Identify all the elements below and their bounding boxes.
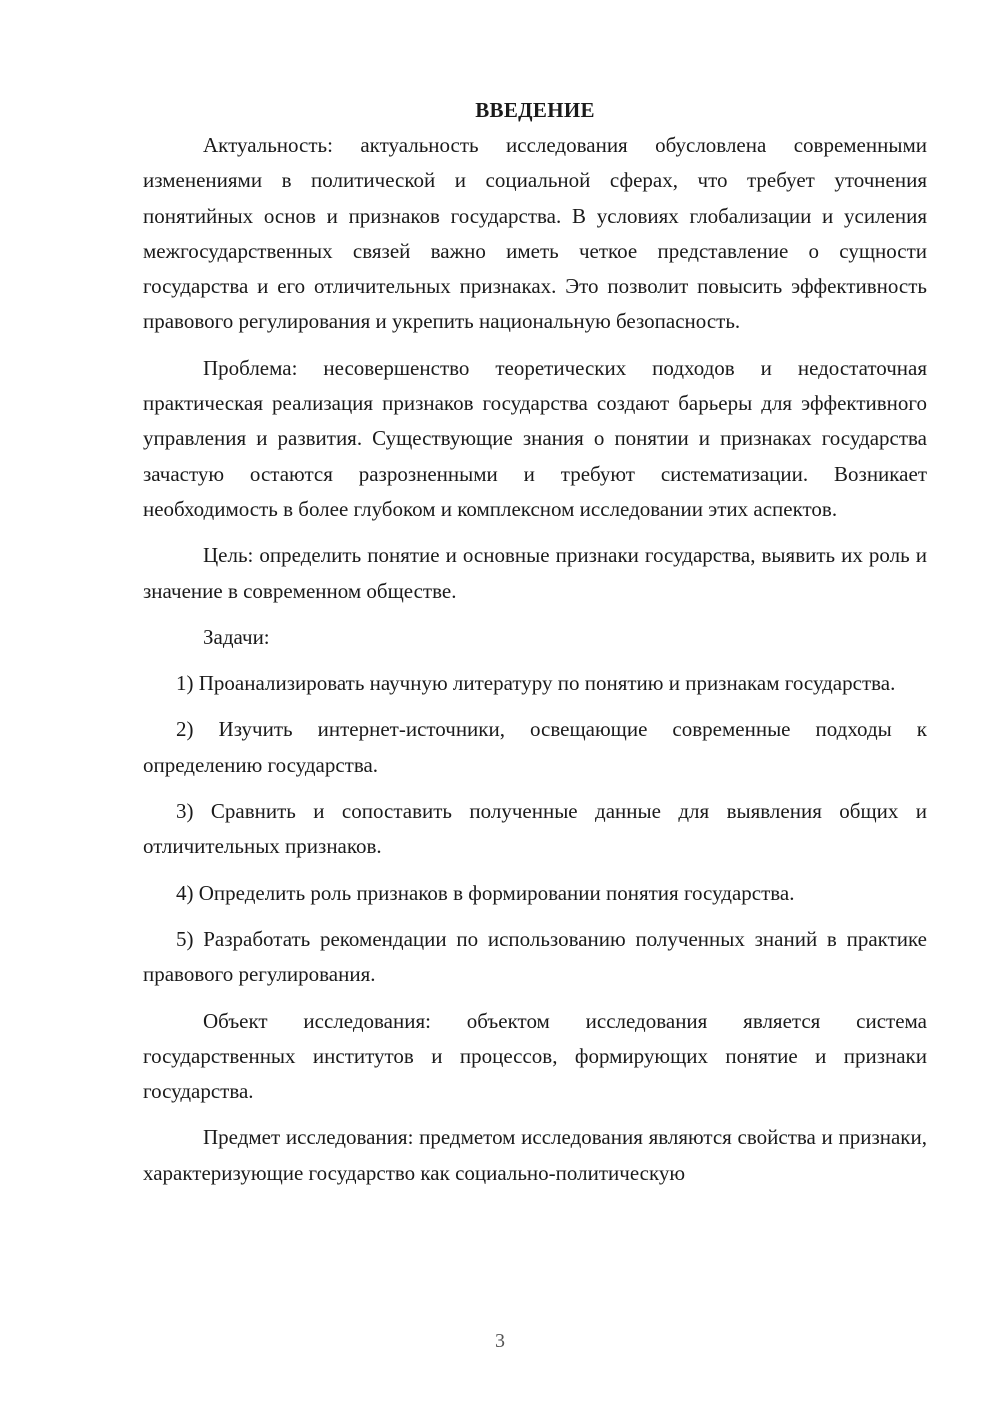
paragraph-problem: Проблема: несовершенство теоретических подходов и недостаточная практическая реализация признаков государства создают барьеры для эффективного управления и развития. Существующие знания о понятии и признаках государства зачастую остаются разрозненными и требуют систематизации. Возникает необходимость в более глубоком и комплексном исследовании этих аспектов. <box>143 355 927 521</box>
section-title: ВВЕДЕНИЕ <box>475 98 595 122</box>
paragraph-object: Объект исследования: объектом исследования является система государственных институтов и процессов, формирующих понятие и признаки государства. <box>143 1008 927 1104</box>
paragraph-goal: Цель: определить понятие и основные признаки государства, выявить их роль и значение в современном обществе. <box>143 543 927 603</box>
page-number: 3 <box>495 1330 505 1352</box>
task-item: 4) Определить роль признаков в формировании понятия государства. <box>176 880 795 905</box>
task-item: 2) Изучить интернет-источники, освещающие современные подходы к определению государства. <box>143 717 927 777</box>
task-item: 5) Разработать рекомендации по использованию полученных знаний в практике правового регулирования. <box>143 926 927 987</box>
task-item: 1) Проанализировать научную литературу по понятию и признакам государства. <box>176 671 896 696</box>
task-item: 3) Сравнить и сопоставить полученные данные для выявления общих и отличительных признаков. <box>143 799 927 859</box>
page-content <box>143 93 927 1202</box>
paragraph-tasks-heading: Задачи: <box>203 624 270 649</box>
paragraph-subject: Предмет исследования: предметом исследования являются свойства и признаки, характеризующие государство как социально-политическую <box>143 1125 927 1185</box>
paragraph-relevance: Актуальность: актуальность исследования обусловлена современными изменениями в политической и социальной сферах, что требует уточнения понятийных основ и признаков государства. В условиях глобализации и усиления межгосударственных связей важно иметь четкое представление о сущности государства и его отличительных признаках. Это позволит повысить эффективность правового регулирования и укрепить национальную безопасность. <box>143 133 927 334</box>
